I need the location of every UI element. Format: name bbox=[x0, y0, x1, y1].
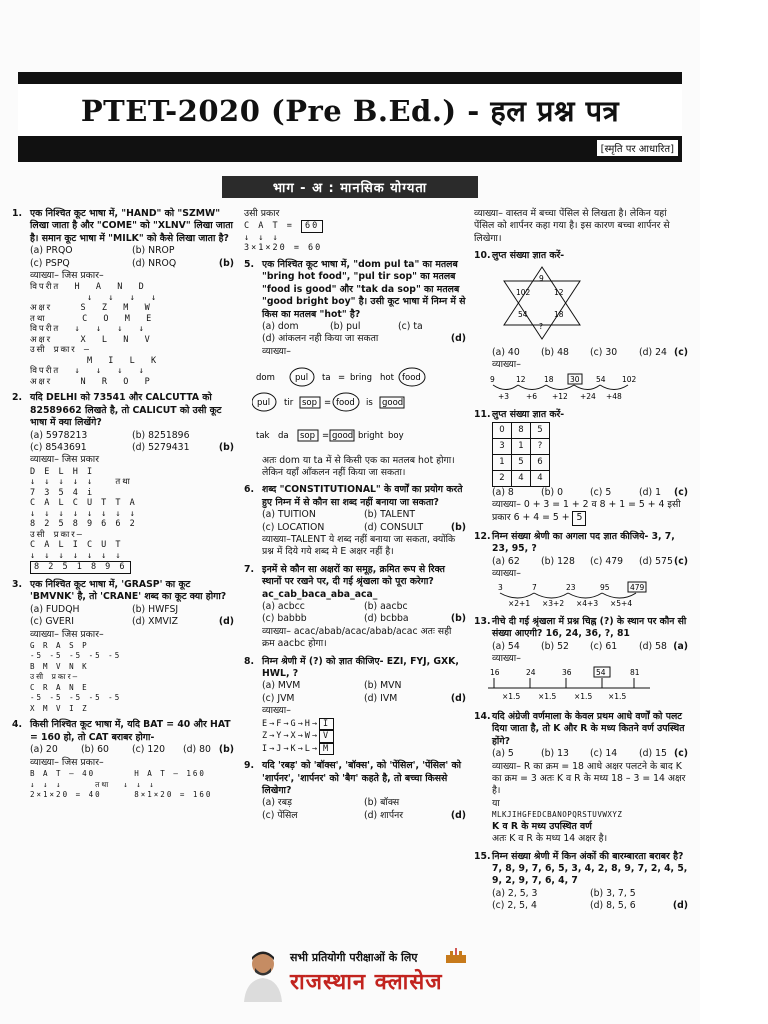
option-b: (b) NROP bbox=[132, 245, 175, 257]
svg-text:×1.5: ×1.5 bbox=[502, 691, 521, 701]
svg-text:=: = bbox=[324, 398, 332, 409]
letter-series-diagram: E→F→G→H→ I Z→Y→X→W→ V I→J→K→L→ M bbox=[244, 718, 466, 756]
explanation-text: व्याख्या– R का क्रम = 18 आधे अक्षर पलटने के बाद K का क्रम = 3 अतः K व R के मध्य 18 – 3 = 14 अक्षर है। bbox=[492, 760, 686, 797]
question-text: यदि 'रबड़' को 'बॉक्स', 'बॉक्स', को 'पेंसिल', 'पेंसिल' को 'शार्पनर', 'शार्पनर' को 'बैग' कहते है, तो बच्चा किससे लिखेगा? bbox=[262, 760, 461, 796]
scan-margin bbox=[700, 0, 768, 1024]
explanation-label: व्याख्या– bbox=[492, 359, 521, 371]
option-b: (b) 48 bbox=[541, 347, 569, 359]
svg-text:30: 30 bbox=[570, 374, 580, 384]
option-b: (b) aacbc bbox=[364, 601, 408, 613]
option-d: (d) 24 (c) bbox=[639, 347, 688, 359]
svg-text:95: 95 bbox=[600, 582, 610, 592]
svg-text:good: good bbox=[332, 431, 354, 442]
column-2 bbox=[244, 208, 466, 827]
explanation-text: व्याख्या– acac/abab/acac/abab/acac अतः सही क्रम aacbc होगा। bbox=[262, 625, 452, 650]
question-number: 4. bbox=[12, 719, 23, 731]
option-c: (c) 14 bbox=[590, 748, 618, 760]
option-c: (c) LOCATION bbox=[262, 521, 325, 533]
question-number: 1. bbox=[12, 208, 23, 219]
svg-text:+24: +24 bbox=[580, 391, 596, 400]
option-d: (d) आंकलन नही किया जा सकता (d) bbox=[262, 333, 466, 345]
svg-text:102: 102 bbox=[516, 287, 531, 297]
question-text: यदि DELHI को 73541 और CALCUTTA को 82589662 लिखते है, तो CALICUT को उसी कूट भाषा में क्या लिखेंगे? bbox=[30, 392, 222, 429]
option-c: (c) 8543691 bbox=[30, 442, 87, 454]
svg-text:×3+2: ×3+2 bbox=[542, 598, 565, 607]
question-text: लुप्त संख्या ज्ञात करें- bbox=[492, 250, 565, 262]
title-box bbox=[18, 84, 682, 136]
question-text: निम्न संख्या श्रेणी का अगला पद ज्ञात कीजिये- 3, 7, 23, 95, ? bbox=[492, 530, 675, 555]
svg-text:=: = bbox=[338, 373, 346, 384]
explanation-block: विपरीत H A N D ↓ ↓ ↓ ↓ अक्षर S Z M W तथा C O M E विपरीत ↓ ↓ ↓ ↓ अक्षर X L N V उसी प्रकार – M I L K विपरीत ↓ ↓ ↓ ↓ अक्षर N R O P bbox=[30, 282, 159, 387]
option-d: (d) NROQ (b) bbox=[132, 257, 234, 269]
option-a: (a) PRQO bbox=[30, 245, 73, 257]
explanation-block: B A T – 40 H A T – 160 ↓ ↓ ↓ तथा ↓ ↓ ↓ 2×1×20 = 40 8×1×20 = 160 bbox=[30, 769, 213, 800]
svg-text:sop: sop bbox=[300, 431, 316, 442]
column-3 bbox=[474, 208, 688, 918]
option-c: (c) 5 bbox=[590, 486, 612, 498]
option-c: (c) पेंसिल bbox=[262, 809, 298, 821]
question-3 bbox=[12, 579, 234, 715]
svg-text:bright: bright bbox=[358, 431, 384, 442]
option-b: (b) बॉक्स bbox=[364, 797, 400, 809]
answer: (d) bbox=[450, 809, 466, 821]
option-c: (c) babbb bbox=[262, 613, 307, 625]
svg-text:18: 18 bbox=[544, 374, 554, 384]
svg-text:good: good bbox=[382, 398, 404, 409]
svg-text:food: food bbox=[336, 398, 355, 409]
svg-text:54: 54 bbox=[596, 374, 606, 384]
continued-label: उसी प्रकार bbox=[244, 208, 280, 219]
svg-text:54: 54 bbox=[596, 667, 606, 677]
option-c: (c) 30 bbox=[590, 347, 618, 359]
option-a: (a) MVM bbox=[262, 680, 301, 692]
explanation-text: अतः K व R के मध्य 14 अक्षर है। bbox=[492, 833, 608, 845]
question-6 bbox=[244, 484, 466, 558]
question-text: यदि अंग्रेजी वर्णमाला के केवल प्रथम आधे वर्णों को पलट दिया जाता है, तो K और R के मध्य कितने वर्ण उपस्थित होंगे? bbox=[492, 710, 685, 747]
question-5 bbox=[244, 259, 466, 479]
answer: (d) bbox=[672, 900, 688, 912]
svg-text:36: 36 bbox=[562, 667, 572, 677]
alphabet-row: MLKJIHGFEDCBANOPQRSTUVWXYZ bbox=[492, 810, 623, 820]
svg-text:3: 3 bbox=[498, 582, 503, 592]
svg-text:54: 54 bbox=[518, 309, 528, 319]
svg-text:dom: dom bbox=[256, 373, 275, 384]
svg-text:pul: pul bbox=[257, 398, 271, 409]
answer: (b) bbox=[218, 744, 234, 756]
fort-logo-icon bbox=[444, 946, 468, 964]
explanation-label: व्याख्या– जिस प्रकार bbox=[30, 454, 100, 466]
answer: (a) bbox=[673, 640, 688, 652]
svg-text:×4+3: ×4+3 bbox=[576, 598, 599, 607]
question-number: 15. bbox=[474, 850, 491, 862]
svg-text:tak: tak bbox=[256, 431, 270, 442]
question-text: किसी निश्चित कूट भाषा में, यदि BAT = 40 और HAT = 160 हो, तो CAT बराबर होगा- bbox=[30, 719, 231, 743]
question-text: एक निश्चित कूट भाषा में, "dom pul ta" का मतलब "bring hot food", "pul tir sop" का मतलब "food is good" और "tak da sop" का मतलब "good bright boy" है। उसी कूट भाषा में निम्न में से किस का मतलब "hot" है? bbox=[262, 258, 466, 320]
explanation-label: व्याख्या– bbox=[492, 653, 521, 665]
answer: (b) bbox=[450, 613, 466, 625]
question-number: 12. bbox=[474, 530, 491, 542]
option-b: (b) 8251896 bbox=[132, 429, 190, 441]
question-number: 7. bbox=[244, 563, 255, 575]
option-a: (a) 8 bbox=[492, 486, 514, 498]
page-title: PTET-2020 (Pre B.Ed.) - हल प्रश्न पत्र bbox=[80, 93, 620, 128]
answer: (c) bbox=[673, 347, 688, 359]
svg-text:boy: boy bbox=[388, 431, 404, 442]
svg-text:bring: bring bbox=[350, 373, 373, 384]
question-number: 8. bbox=[244, 655, 255, 667]
question-number: 5. bbox=[244, 258, 255, 270]
option-d: (d) 575 (c) bbox=[639, 555, 688, 567]
option-a: (a) 62 bbox=[492, 555, 520, 567]
svg-text:×2+1: ×2+1 bbox=[508, 598, 531, 607]
option-d: (d) शार्पनर (d) bbox=[364, 809, 466, 821]
question-10 bbox=[474, 250, 688, 404]
question-text: एक निश्चित कूट भाषा में, 'GRASP' का कूट 'BMVNK' है, तो 'CRANE' शब्द का कूट क्या होगा? bbox=[30, 578, 227, 603]
option-b: (b) HWFSJ bbox=[132, 603, 179, 615]
question-9-continued bbox=[474, 208, 688, 245]
svg-text:=: = bbox=[322, 431, 330, 442]
brand-footer bbox=[236, 944, 476, 1006]
question-7 bbox=[244, 564, 466, 651]
svg-text:×1.5: ×1.5 bbox=[574, 691, 593, 701]
svg-text:+3: +3 bbox=[498, 391, 510, 400]
answer: (c) bbox=[673, 486, 688, 498]
svg-text:+48: +48 bbox=[606, 391, 622, 400]
option-c: (c) PSPQ bbox=[30, 257, 70, 269]
option-a: (a) 54 bbox=[492, 640, 520, 652]
option-a: (a) रबड़ bbox=[262, 797, 292, 809]
svg-text:×1.5: ×1.5 bbox=[538, 691, 557, 701]
svg-text:102: 102 bbox=[622, 374, 637, 384]
svg-text:tir: tir bbox=[284, 398, 294, 409]
option-c: (c) 2, 5, 4 bbox=[492, 900, 537, 912]
option-c: (c) GVERI bbox=[30, 616, 74, 628]
svg-text:18: 18 bbox=[554, 309, 564, 319]
question-14 bbox=[474, 711, 688, 846]
svg-text:16: 16 bbox=[490, 667, 500, 677]
answer: (d) bbox=[450, 692, 466, 704]
option-a: (a) acbcc bbox=[262, 601, 305, 613]
option-b: (b) 128 bbox=[541, 555, 575, 567]
question-text: शब्द "CONSTITUTIONAL" के वर्णों का प्रयोग करते हुए निम्न में से कौन सा शब्द नहीं बनाया जा सकता? bbox=[262, 484, 463, 508]
section-heading: भाग - अ : मानसिक योग्यता bbox=[222, 176, 478, 198]
option-b: (b) TALENT bbox=[364, 509, 416, 521]
option-b: (b) MVN bbox=[364, 680, 402, 692]
option-d: (d) 8, 5, 6 (d) bbox=[590, 900, 688, 912]
question-12 bbox=[474, 531, 688, 611]
explanation-block: G R A S P -5 -5 -5 -5 -5 B M V N K उसी प्रकार– C R A N E -5 -5 -5 -5 -5 X M V I Z bbox=[30, 640, 122, 713]
brand-name: राजस्थान क्लासेज bbox=[290, 970, 443, 995]
option-b: (b) 52 bbox=[541, 640, 569, 652]
question-number: 11. bbox=[474, 409, 491, 421]
explanation-label: व्याख्या– bbox=[262, 705, 291, 717]
question-number: 14. bbox=[474, 710, 491, 722]
option-a: (a) 5978213 bbox=[30, 429, 88, 441]
boxed-result: 8 2 5 1 8 9 6 bbox=[30, 561, 131, 574]
alternate-label: या bbox=[492, 797, 500, 809]
question-number: 10. bbox=[474, 250, 491, 262]
sequence-diagram bbox=[488, 372, 658, 400]
option-a: (a) 20 bbox=[30, 744, 58, 756]
svg-text:81: 81 bbox=[630, 667, 640, 677]
question-text: निम्न श्रेणी में (?) को ज्ञात कीजिए- EZI, FYJ, GXK, HWL, ? bbox=[262, 655, 459, 680]
answer: (d) bbox=[450, 333, 466, 345]
svg-text:479: 479 bbox=[630, 582, 645, 592]
option-d: (d) 58 (a) bbox=[639, 640, 688, 652]
option-d: (d) 80 (b) bbox=[183, 744, 234, 756]
svg-text:da: da bbox=[278, 431, 289, 442]
option-a: (a) 5 bbox=[492, 748, 514, 760]
option-b: (b) 0 bbox=[541, 486, 564, 498]
option-c: (c) ta bbox=[398, 320, 423, 332]
question-2 bbox=[12, 392, 234, 573]
svg-text:+6: +6 bbox=[526, 391, 538, 400]
boxed-result: 5 bbox=[572, 511, 586, 525]
svg-text:is: is bbox=[366, 398, 373, 409]
star-figure bbox=[492, 263, 592, 343]
option-b: (b) pul bbox=[330, 320, 361, 332]
question-9 bbox=[244, 760, 466, 822]
option-a: (a) 2, 5, 3 bbox=[492, 887, 538, 899]
option-c: (c) 479 bbox=[590, 555, 624, 567]
brand-tagline: सभी प्रतियोगी परीक्षाओं के लिए bbox=[290, 951, 418, 964]
sequence-diagram bbox=[484, 666, 664, 702]
question-text: इनमें से कौन सा अक्षरों का समूह, क्रमित रूप से रिक्त स्थानों पर रखने पर, दी गई श्रृंखला को पूरा करेगा? bbox=[262, 563, 445, 588]
question-13 bbox=[474, 616, 688, 706]
explanation-label: व्याख्या– जिस प्रकार– bbox=[30, 270, 104, 282]
svg-text:12: 12 bbox=[516, 374, 526, 384]
answer: (b) bbox=[218, 257, 234, 269]
explanation-label: व्याख्या– bbox=[262, 345, 291, 357]
explanation-label: व्याख्या– जिस प्रकार– bbox=[30, 756, 104, 768]
option-d: (d) 1 (c) bbox=[639, 486, 688, 498]
svg-text:+12: +12 bbox=[552, 391, 568, 400]
svg-text:food: food bbox=[402, 373, 421, 384]
question-number: 2. bbox=[12, 392, 23, 404]
memory-tag: [स्मृति पर आधारित] bbox=[597, 140, 678, 156]
svg-text:23: 23 bbox=[566, 582, 576, 592]
series-text: ac_cab_baca_aba_aca_ bbox=[262, 588, 378, 600]
explanation-text: व्याख्या– 0 + 3 = 1 + 2 व 8 + 1 = 5 + 4 इसी प्रकार 6 + 4 = 5 + 5 bbox=[474, 499, 688, 526]
question-1 bbox=[12, 208, 234, 387]
svg-text:9: 9 bbox=[490, 374, 495, 384]
svg-text:9: 9 bbox=[539, 273, 544, 283]
number-grid: 0 8 5 3 1 ? 1 5 6 2 4 4 bbox=[492, 422, 550, 487]
svg-text:pul: pul bbox=[295, 373, 309, 384]
option-c: (c) JVM bbox=[262, 692, 295, 704]
question-11 bbox=[474, 409, 688, 526]
option-a: (a) 40 bbox=[492, 347, 520, 359]
option-a: (a) TUITION bbox=[262, 509, 316, 521]
svg-text:24: 24 bbox=[526, 667, 536, 677]
option-d: (d) CONSULT (b) bbox=[364, 521, 466, 533]
explanation-block: D E L H I ↓ ↓ ↓ ↓ ↓ तथा 7 3 5 4 i C A L C U T T A ↓ ↓ ↓ ↓ ↓ ↓ ↓ ↓ 8 2 5 8 9 6 6 2 उसी प्रकार– C A L I C U T ↓ ↓ ↓ ↓ ↓ ↓ ↓ 8 2 5 1 8 9 6 bbox=[30, 466, 137, 573]
question-8 bbox=[244, 656, 466, 756]
option-d: (d) bcbba (b) bbox=[364, 613, 466, 625]
explanation-text: K व R के मध्य उपस्थित वर्ण bbox=[492, 820, 592, 832]
option-a: (a) dom bbox=[262, 320, 299, 332]
presenter-avatar bbox=[242, 948, 284, 1002]
column-1 bbox=[12, 208, 234, 806]
title-bottom-band bbox=[18, 136, 682, 162]
question-number: 3. bbox=[12, 578, 23, 590]
option-b: (b) 60 bbox=[81, 744, 109, 756]
question-text: एक निश्चित कूट भाषा में, "HAND" को "SZMW" लिखा जाता है और "COME" को "XLNV" लिखा जाता है। समान कूट भाषा में "MILK" को कैसे लिखा जाता है? bbox=[30, 208, 233, 244]
question-15 bbox=[474, 851, 688, 913]
svg-text:×5+4: ×5+4 bbox=[610, 598, 633, 607]
answer: (c) bbox=[673, 748, 688, 760]
option-b: (b) 3, 7, 5 bbox=[590, 887, 636, 899]
option-a: (a) FUDQH bbox=[30, 603, 80, 615]
explanation-text: व्याख्या– वास्तव में बच्चा पेंसिल से लिखता है। लेकिन यहां पेंसिल को शार्पनर कहा गया है। इस कारण बच्चा शार्पनर से लिखेगा। bbox=[474, 208, 670, 244]
option-d: (d) 15 (c) bbox=[639, 748, 688, 760]
option-c: (c) 61 bbox=[590, 640, 618, 652]
explanation-text: व्याख्या–TALENT ये शब्द नहीं बनाया जा सकता, क्योंकि प्रश्न में दिये गये शब्द मे E अक्षर नहीं है। bbox=[262, 534, 456, 558]
svg-text:7: 7 bbox=[532, 582, 537, 592]
question-4 bbox=[12, 719, 234, 800]
svg-text:ta: ta bbox=[322, 373, 331, 384]
boxed-result: 60 bbox=[301, 220, 323, 233]
svg-text:?: ? bbox=[539, 321, 543, 331]
question-number: 6. bbox=[244, 484, 255, 496]
sequence-diagram bbox=[488, 581, 658, 607]
svg-text:×1.5: ×1.5 bbox=[608, 691, 627, 701]
svg-text:sop: sop bbox=[302, 398, 318, 409]
svg-text:12: 12 bbox=[554, 287, 564, 297]
question-number: 13. bbox=[474, 615, 491, 627]
answer: (b) bbox=[450, 521, 466, 533]
answer: (c) bbox=[673, 555, 688, 567]
svg-text:hot: hot bbox=[380, 373, 394, 384]
option-d: (d) XMVIZ (d) bbox=[132, 616, 234, 628]
option-d: (d) IVM (d) bbox=[364, 692, 466, 704]
question-number: 9. bbox=[244, 760, 255, 772]
explanation-label: व्याख्या– जिस प्रकार– bbox=[30, 628, 104, 640]
question-text: निम्न संख्या श्रेणी में किन अंकों की बारम्बारता बराबर है? 7, 8, 9, 7, 6, 5, 3, 4, 2, 8, 9, 7, 2, 4, 5, 9, 2, 9, 7, 6, 4, 7 bbox=[492, 850, 688, 887]
explanation-label: व्याख्या– bbox=[492, 568, 521, 580]
explanation-text: अतः dom या ta में से किसी एक का मतलब hot होगा। लेकिन यहाँ आँकलन नहीं किया जा सकता। bbox=[262, 454, 455, 478]
option-d: (d) 5279431 (b) bbox=[132, 442, 234, 454]
answer: (d) bbox=[218, 616, 234, 628]
title-top-band bbox=[18, 72, 682, 84]
question-4-continued: उसी प्रकार C A T = 60 ↓ ↓ ↓ 3×1×20 = 60 bbox=[244, 208, 466, 254]
question-text: लुप्त संख्या ज्ञात करें- bbox=[492, 409, 565, 421]
answer: (b) bbox=[218, 442, 234, 454]
question-text: नीचे दी गई श्रृंखला में प्रश्न चिह्न (?) के स्थान पर कौन सी संख्या आएगी? 16, 24, 36, ?, 81 bbox=[492, 615, 687, 640]
option-c: (c) 120 bbox=[132, 744, 166, 756]
word-mapping-diagram bbox=[252, 358, 452, 450]
option-b: (b) 13 bbox=[541, 748, 569, 760]
